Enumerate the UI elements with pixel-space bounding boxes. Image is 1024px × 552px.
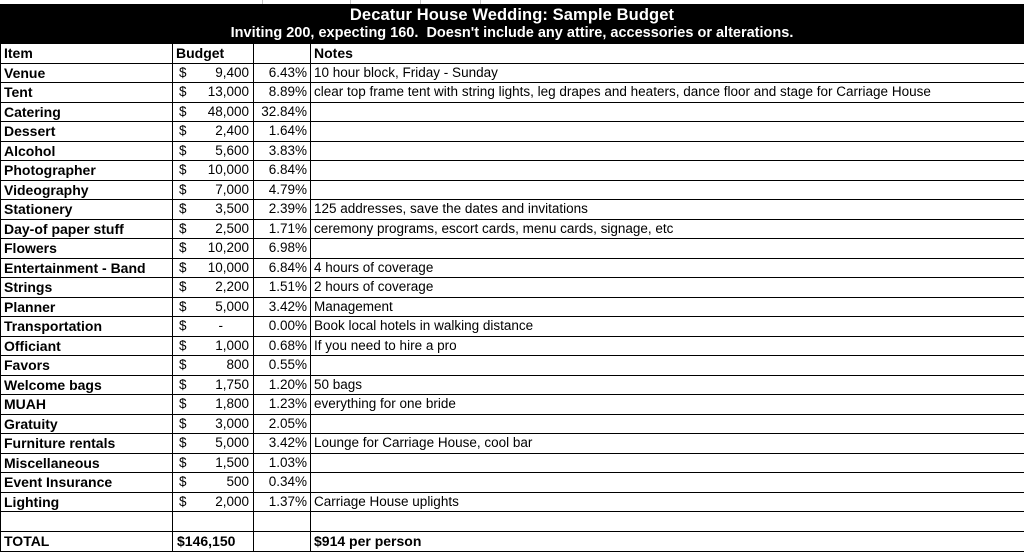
budget-amount: 2,000 xyxy=(215,493,249,509)
percent-cell[interactable] xyxy=(254,512,311,532)
total-percent-cell[interactable] xyxy=(254,531,311,552)
currency-symbol: $ xyxy=(179,64,187,80)
note-cell[interactable] xyxy=(311,122,1024,142)
note-cell[interactable]: everything for one bride xyxy=(311,395,1024,415)
budget-cell[interactable] xyxy=(173,356,254,376)
budget-cell[interactable] xyxy=(173,434,254,454)
percent-cell[interactable]: 2.05% xyxy=(254,414,311,434)
budget-cell[interactable] xyxy=(173,375,254,395)
note-cell[interactable] xyxy=(311,102,1024,122)
percent-cell[interactable]: 0.34% xyxy=(254,473,311,493)
budget-cell[interactable] xyxy=(173,336,254,356)
table-row xyxy=(1,161,1024,181)
budget-cell[interactable] xyxy=(173,239,254,259)
budget-cell[interactable] xyxy=(173,200,254,220)
budget-amount: 2,500 xyxy=(215,220,249,236)
item-cell[interactable]: Planner xyxy=(1,297,173,317)
title-band xyxy=(0,4,1024,43)
table-row xyxy=(1,278,1024,298)
item-cell[interactable]: Alcohol xyxy=(1,141,173,161)
budget-amount: 7,000 xyxy=(215,181,249,197)
item-cell[interactable]: Furniture rentals xyxy=(1,434,173,454)
percent-cell[interactable]: 1.20% xyxy=(254,375,311,395)
column-header-budget[interactable]: Budget xyxy=(173,44,254,64)
table-row xyxy=(1,356,1024,376)
budget-amount: 5,000 xyxy=(215,298,249,314)
currency-symbol: $ xyxy=(179,142,187,158)
percent-cell[interactable]: 0.00% xyxy=(254,317,311,337)
item-cell[interactable]: MUAH xyxy=(1,395,173,415)
budget-cell[interactable] xyxy=(173,395,254,415)
budget-rows xyxy=(1,63,1024,512)
currency-symbol: $ xyxy=(179,84,187,99)
note-cell[interactable]: Carriage House uplights xyxy=(311,492,1024,512)
currency-symbol: $ xyxy=(179,240,187,255)
currency-symbol: $ xyxy=(179,162,187,177)
budget-amount: 1,750 xyxy=(215,376,249,392)
table-row xyxy=(1,122,1024,142)
percent-cell[interactable]: 4.79% xyxy=(254,180,311,200)
note-cell[interactable] xyxy=(311,414,1024,434)
note-cell[interactable] xyxy=(311,512,1024,532)
currency-symbol: $ xyxy=(179,435,187,450)
budget-cell[interactable] xyxy=(173,122,254,142)
budget-cell[interactable] xyxy=(173,161,254,181)
column-divider-tick xyxy=(350,0,351,4)
percent-cell[interactable]: 32.84% xyxy=(254,102,311,122)
currency-symbol: $ xyxy=(179,357,187,372)
budget-amount: 3,000 xyxy=(215,415,249,431)
item-cell[interactable]: Officiant xyxy=(1,336,173,356)
currency-symbol: $ xyxy=(179,493,187,509)
note-cell[interactable]: 50 bags xyxy=(311,375,1024,395)
percent-cell[interactable]: 6.98% xyxy=(254,239,311,259)
budget-amount: 800 xyxy=(226,357,249,372)
budget-amount: 1,800 xyxy=(215,396,249,411)
budget-cell[interactable] xyxy=(173,512,254,532)
note-cell[interactable] xyxy=(311,161,1024,181)
budget-amount: 10,000 xyxy=(207,162,249,177)
table-row xyxy=(1,239,1024,259)
table-row xyxy=(1,258,1024,278)
note-cell[interactable]: 4 hours of coverage xyxy=(311,258,1024,278)
item-cell[interactable]: Tent xyxy=(1,83,173,103)
currency-symbol: $ xyxy=(179,123,187,138)
budget-cell[interactable] xyxy=(173,83,254,103)
item-cell[interactable]: Dessert xyxy=(1,122,173,142)
percent-cell[interactable]: 6.84% xyxy=(254,161,311,181)
table-row xyxy=(1,317,1024,337)
currency-symbol: $ xyxy=(179,298,187,314)
currency-symbol: $ xyxy=(179,396,187,411)
note-cell[interactable]: clear top frame tent with string lights, leg drapes and heaters, dance floor and stage for Carriage House xyxy=(311,83,1024,103)
percent-cell[interactable]: 1.37% xyxy=(254,492,311,512)
table-row xyxy=(1,83,1024,103)
budget-amount: 13,000 xyxy=(207,84,249,99)
currency-symbol: $ xyxy=(179,201,187,216)
item-cell[interactable]: Gratuity xyxy=(1,414,173,434)
currency-symbol: $ xyxy=(179,337,187,353)
currency-symbol: $ xyxy=(179,220,187,236)
currency-symbol: $ xyxy=(179,376,187,392)
item-cell[interactable] xyxy=(1,512,173,532)
total-note-cell[interactable]: $914 per person xyxy=(311,531,1024,552)
percent-cell[interactable]: 0.55% xyxy=(254,356,311,376)
budget-cell[interactable] xyxy=(173,278,254,298)
item-cell[interactable]: Welcome bags xyxy=(1,375,173,395)
percent-cell[interactable]: 1.51% xyxy=(254,278,311,298)
budget-amount: 9,400 xyxy=(215,64,249,80)
note-cell[interactable] xyxy=(311,453,1024,473)
budget-cell[interactable] xyxy=(173,258,254,278)
item-cell[interactable]: Videography xyxy=(1,180,173,200)
item-cell[interactable]: Flowers xyxy=(1,239,173,259)
table-row xyxy=(1,336,1024,356)
budget-cell[interactable] xyxy=(173,473,254,493)
budget-amount: 2,200 xyxy=(215,279,249,294)
note-cell[interactable]: ceremony programs, escort cards, menu cards, signage, etc xyxy=(311,219,1024,239)
column-divider-tick xyxy=(420,0,421,4)
budget-cell[interactable] xyxy=(173,492,254,512)
budget-amount: 10,200 xyxy=(207,240,249,255)
currency-symbol: $ xyxy=(179,103,187,119)
note-cell[interactable]: Book local hotels in walking distance xyxy=(311,317,1024,337)
table-row xyxy=(1,63,1024,83)
spacer-row xyxy=(1,512,1024,532)
item-cell[interactable]: Strings xyxy=(1,278,173,298)
table-row xyxy=(1,102,1024,122)
budget-amount: 3,500 xyxy=(215,201,249,216)
table-row xyxy=(1,492,1024,512)
note-cell[interactable]: 125 addresses, save the dates and invitations xyxy=(311,200,1024,220)
budget-cell[interactable] xyxy=(173,102,254,122)
budget-amount: 1,500 xyxy=(215,454,249,470)
table-row xyxy=(1,180,1024,200)
header-row xyxy=(1,44,1024,64)
currency-symbol: $ xyxy=(179,415,187,431)
table-row xyxy=(1,453,1024,473)
percent-cell[interactable]: 1.64% xyxy=(254,122,311,142)
page-subtitle: Inviting 200, expecting 160. Doesn't include any attire, accessories or alterations. xyxy=(230,25,794,41)
percent-cell[interactable]: 0.68% xyxy=(254,336,311,356)
column-header-item[interactable]: Item xyxy=(1,44,173,64)
item-cell[interactable]: Miscellaneous xyxy=(1,453,173,473)
budget-cell[interactable] xyxy=(173,141,254,161)
note-cell[interactable]: 10 hour block, Friday - Sunday xyxy=(311,63,1024,83)
table-row xyxy=(1,473,1024,493)
budget-amount: 2,400 xyxy=(215,123,249,138)
item-cell[interactable]: Transportation xyxy=(1,317,173,337)
percent-cell[interactable]: 1.03% xyxy=(254,453,311,473)
percent-cell[interactable]: 1.23% xyxy=(254,395,311,415)
budget-cell[interactable] xyxy=(173,453,254,473)
column-header-percent[interactable] xyxy=(254,44,311,64)
table-row xyxy=(1,395,1024,415)
item-cell[interactable]: Favors xyxy=(1,356,173,376)
note-cell[interactable]: Lounge for Carriage House, cool bar xyxy=(311,434,1024,454)
note-cell[interactable] xyxy=(311,180,1024,200)
budget-cell[interactable] xyxy=(173,219,254,239)
table-row xyxy=(1,434,1024,454)
budget-amount: - xyxy=(218,318,223,333)
budget-cell[interactable] xyxy=(173,63,254,83)
item-cell[interactable]: Photographer xyxy=(1,161,173,181)
percent-cell[interactable]: 3.42% xyxy=(254,297,311,317)
percent-cell[interactable]: 6.43% xyxy=(254,63,311,83)
item-cell[interactable]: Event Insurance xyxy=(1,473,173,493)
column-divider-tick xyxy=(262,0,263,4)
table-row xyxy=(1,297,1024,317)
table-row xyxy=(1,414,1024,434)
table-row xyxy=(1,219,1024,239)
budget-amount: 1,000 xyxy=(215,337,249,353)
note-cell[interactable] xyxy=(311,239,1024,259)
percent-cell[interactable]: 3.83% xyxy=(254,141,311,161)
budget-table xyxy=(0,43,1024,552)
item-cell[interactable]: Catering xyxy=(1,102,173,122)
budget-cell[interactable] xyxy=(173,297,254,317)
note-cell[interactable] xyxy=(311,141,1024,161)
item-cell[interactable]: Day-of paper stuff xyxy=(1,219,173,239)
currency-symbol: $ xyxy=(179,318,187,333)
top-strip xyxy=(0,0,1024,4)
total-row xyxy=(1,531,1024,552)
footer-rows xyxy=(1,512,1024,552)
item-cell[interactable]: Stationery xyxy=(1,200,173,220)
percent-cell[interactable]: 6.84% xyxy=(254,258,311,278)
budget-cell[interactable] xyxy=(173,317,254,337)
note-cell[interactable] xyxy=(311,356,1024,376)
table-row xyxy=(1,200,1024,220)
column-header-notes[interactable]: Notes xyxy=(311,44,1024,64)
budget-amount: 5,600 xyxy=(215,142,249,158)
budget-amount: 10,000 xyxy=(207,259,249,275)
budget-amount: 500 xyxy=(226,474,249,489)
budget-amount: 5,000 xyxy=(215,435,249,450)
note-cell[interactable]: Management xyxy=(311,297,1024,317)
note-cell[interactable]: 2 hours of coverage xyxy=(311,278,1024,298)
currency-symbol: $ xyxy=(179,259,187,275)
budget-amount: 48,000 xyxy=(207,103,249,119)
budget-cell[interactable] xyxy=(173,414,254,434)
note-cell[interactable] xyxy=(311,473,1024,493)
percent-cell[interactable]: 2.39% xyxy=(254,200,311,220)
table-row xyxy=(1,141,1024,161)
page-title: Decatur House Wedding: Sample Budget xyxy=(349,6,675,24)
currency-symbol: $ xyxy=(179,474,187,489)
currency-symbol: $ xyxy=(179,454,187,470)
percent-cell[interactable]: 3.42% xyxy=(254,434,311,454)
item-cell[interactable]: Venue xyxy=(1,63,173,83)
total-amount-cell[interactable]: $146,150 xyxy=(173,531,254,552)
total-label-cell[interactable]: TOTAL xyxy=(1,531,173,552)
item-cell[interactable]: Entertainment - Band xyxy=(1,258,173,278)
percent-cell[interactable]: 8.89% xyxy=(254,83,311,103)
percent-cell[interactable]: 1.71% xyxy=(254,219,311,239)
table-row xyxy=(1,375,1024,395)
budget-cell[interactable] xyxy=(173,180,254,200)
currency-symbol: $ xyxy=(179,181,187,197)
currency-symbol: $ xyxy=(179,279,187,294)
note-cell[interactable]: If you need to hire a pro xyxy=(311,336,1024,356)
item-cell[interactable]: Lighting xyxy=(1,492,173,512)
column-divider-tick xyxy=(480,0,481,4)
